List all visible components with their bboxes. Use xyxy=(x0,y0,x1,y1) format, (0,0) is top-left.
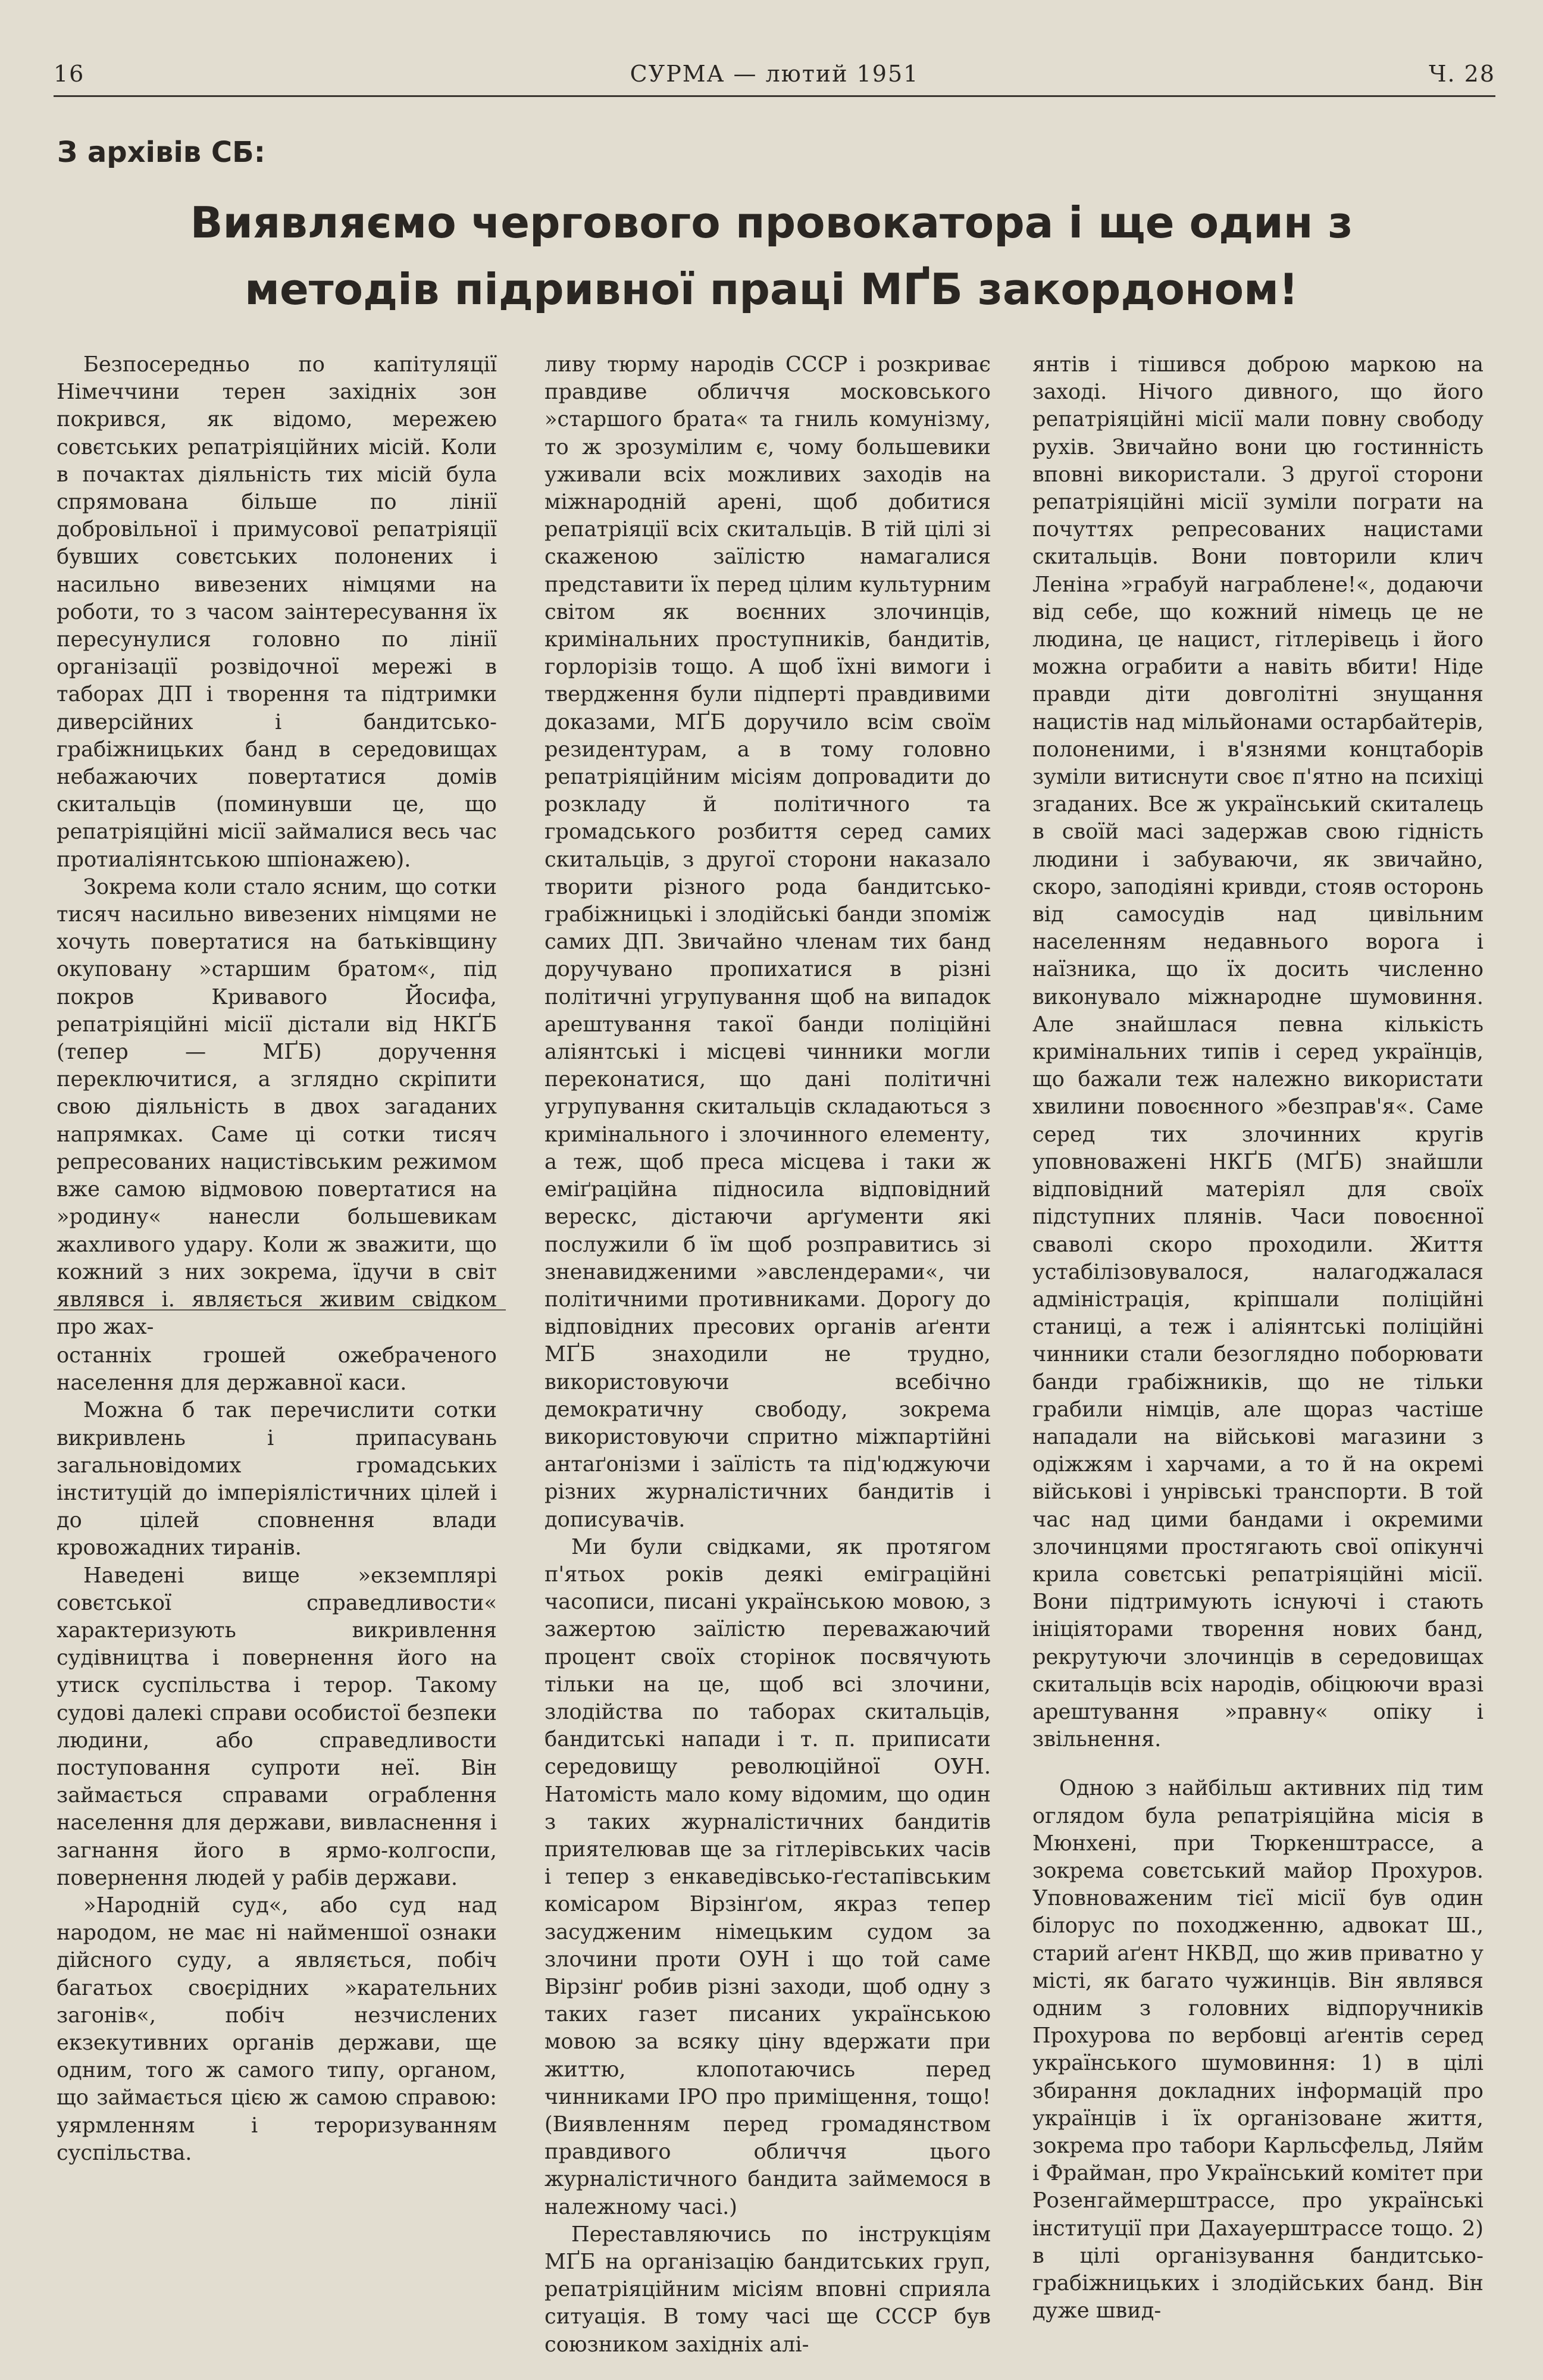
column-3 xyxy=(1032,351,1483,2325)
paragraph: ливу тюрму народів СССР і розкриває правдиве обличчя московського »старшого брата« та гниль комунізму, то ж зрозумілим є, чому большевики уживали всіх можливих заходів на міжнародній арені, щоб добитися репатріяції всіх скитальців. В тій цілі зі скаженою заїлістю намагалися представити їх перед цілим культурним світом як воєнних злочинців, кримінальних проступників, бандитів, горлорізів тощо. А щоб їхні вимоги і твердження були підперті правдивими доказами, МҐБ доручило всім своїм резидентурам, а в тому головно репатріяційним місіям допровадити до розкладу й політичного та громадського розбиття серед самих скитальців, з другої сторони наказало творити різного рода бандитсько-грабіжницькі і злодійські банди зпоміж самих ДП. Звичайно членам тих банд доручувано пропихатися в різні політичні угрупування щоб на випадок арештування такої банди поліційні аліянтські і місцеві чинники могли переконатися, що дані політичні угрупування скитальців складаються з кримінального і злочинного елементу, а теж, щоб преса місцева і таки ж еміґраційна підносила відповідний верескс, дістаючи арґументи які послужили б їм щоб розправитись зі зненавидженими »авслендерами«, чи політичними противниками. Дорогу до відповідних пресових органів аґенти МҐБ знаходили не трудно, використовуючи всебічно демократичну свободу, зокрема використовуючи спритно міжпартійні антаґонізми і заїлість та під'юджуючи різних журналістичних бандитів і дописувачів. xyxy=(544,352,991,1532)
page-header xyxy=(54,55,1495,96)
article-headline: Виявляємо чергового провокатора і ще один з методів підривної праці МҐБ закордоном! xyxy=(190,198,1353,314)
paragraph: Зокрема коли стало ясним, що сотки тисяч насильно вивезених німцями не хочуть повертатися на батьківщину окуповану »старшим братом«, під покров Кривавого Йосифа, репатріяційні місії дістали від НКҐБ (тепер — МҐБ) доручення переключитися, а зглядно скріпити свою діяльність в двох загаданих напрямках. Саме ці сотки тисяч репресованих нацистівським режимом вже самою відмовою повертатися на »родину« нанесли большевикам жахливого удару. Коли ж зважити, що кожний з них зокрема, їдучи в світ являвся і. являється живим свідком про жах- xyxy=(57,874,497,1340)
header-rule xyxy=(54,95,1495,97)
paragraph-gap xyxy=(1032,1753,1483,1775)
column-1-top xyxy=(57,351,497,1341)
paragraph: Можна б так перечислити сотки викривлень і припасувань загальновідомих громадських інституцій до імперіялістичних цілей і до цілей сповнення влади кровожадних тиранів. xyxy=(57,1398,497,1560)
paragraph: Безпосередньо по капітуляції Німеччини терен західніх зон покрився, як відомо, мережею совєтських репатріяційних місій. Коли в почактах діяльність тих місій була спрямована більше по лінії добровільної і примусової репатріяції бувших совєтських полонених і насильно вивезених німцями на роботи, то з часом заінтересування їх пересунулися головно по лінії організації розвідочної мережі в таборах ДП і творення та підтримки диверсійних і бандитсько-грабіжницьких банд в середовищах небажаючих повертатися домів скитальців (поминувши це, що репатріяційні місії займалися весь час протиаліянтською шпіонажею). xyxy=(57,352,497,872)
page-number: 16 xyxy=(54,61,85,87)
issue-number: Ч. 28 xyxy=(1429,61,1495,87)
paragraph: Переставляючись по інструкціям МҐБ на організацію бандитських груп, репатріяційним місіям вповні сприяла ситуація. В тому часі ще СССР був союзником західніх алі- xyxy=(544,2222,991,2357)
column-divider-rule xyxy=(54,1309,506,1311)
paragraph: янтів і тішився доброю маркою на заході. Нічого дивного, що його репатріяційні місії мали повну свободу рухів. Звичайно вони цю гостинність вповні використали. З другої сторони репатріяційні місії зуміли пограти на почуттях репресованих нацистами скитальців. Вони повторили клич Леніна »грабуй награблене!«, додаючи від себе, що кожний німець це не людина, це нацист, гітлерівець і його можна ограбити а навіть вбити! Ніде правди діти довголітні знущання нацистів над мільйонами остарбайтерів, полоненими, і в'язнями концтаборів зуміли витиснути своє п'ятно на психіці згаданих. Все ж український скиталець в своїй масі задержав свою гідність людини і забуваючи, як звичайно, скоро, заподіяні кривди, стояв осторонь від самосудів над цивільним населенням недавнього ворога і наїзника, що їх досить численно виконувало міжнародне шумовиння. Але знайшлася певна кількість кримінальних типів і серед українців, що бажали теж належно використати хвилини повоєнного »безправ'я«. Саме серед тих злочинних кругів уповноважені НКҐБ (МҐБ) знайшли відповідний матеріял для своїх підступних плянів. Часи повоєнної сваволі скоро проходили. Життя устабілізовувалося, налагоджалася адміністрація, кріпшали поліційні станиці, а теж і аліянтські поліційні чинники стали безоглядно поборювати банди грабіжників, що не тільки грабили німців, але щораз частіше нападали на військові магазини з одіжжям і харчами, а то й на окремі військові і унрівські транспорти. В той час над цими бандами і окремими злочинцями простягають свої опікунчі крила совєтські репатріяційні місії. Вони підтримують існуючі і стають ініціяторами творення нових банд, рекрутуючи злочинців в середовищах скитальців всіх народів, обіцюючи вразі арештування »правну« опіку і звільнення. xyxy=(1032,352,1483,1752)
paragraph: Наведені вище »екземплярі совєтської справедливости« характеризують викривлення судівництва і повернення його на утиск суспільства і терор. Такому судові далекі справи особистої безпеки людини, або справедливости поступовання супроти неї. Він займається справами ограблення населення для держави, вивласнення і загнання його в ярмо-колгоспи, повернення людей у рабів держави. xyxy=(57,1563,497,1890)
paragraph: Одною з найбільш активних під тим оглядом була репатріяційна місія в Мюнхені, при Тюркенштрассе, а зокрема совєтський майор Прохуров. Уповноваженим тієї місії був один білорус по походженню, адвокат Ш., старий аґент НКВД, що жив приватно у місті, як багато чужинців. Він являвся одним з головних відпоручників Прохурова по вербовці аґентів серед українського шумовиння: 1) в цілі збирання докладних інформацій про українців і їх організоване життя, зокрема про табори Карльсфельд, Ляйм і Фрайман, про Український комітет при Розенгаймерштрассе, про українські інституції при Дахауерштрассе тощо. 2) в цілі організування бандитсько-грабіжницьких і злодійських банд. Він дуже швид- xyxy=(1032,1776,1483,2323)
paragraph: Ми були свідками, як протягом п'ятьох років деякі еміграційні часописи, писані українською мовою, з зажертою заїлістю переважаючий процент своїх сторінок посвячують тільки на це, щоб всі злочини, злодійства по таборах скитальців, бандитські напади і т. п. приписати середовищу революційної ОУН. Натомість мало кому відомим, що один з таких журналістичних бандитів приятелював ще за гітлерівських часів і тепер з енкаведівсько-ґестапівським комісаром Вірзінґом, якраз тепер засудженим німецьким судом за злочини проти ОУН і що той саме Вірзінґ робив різні заходи, щоб одну з таких газет писаних українською мовою за всяку ціну вдержати при життю, клопотаючись перед чинниками ІРО про приміщення, тощо! (Виявленням перед громадянством правдивого обличчя цього журналістичного бандита займемося в належному часі.) xyxy=(544,1534,991,2219)
paragraph: »Народній суд«, або суд над народом, не має ні найменшої ознаки дійсного суду, а являється, побіч багатьох своєрідних »карательних загонів«, побіч незчислених екзекутивних органів держави, ще одним, того ж самого типу, органом, що займається цією ж самою справою: уярмленням і тероризуванням суспільства. xyxy=(57,1893,497,2165)
masthead: СУРМА — лютий 1951 xyxy=(630,61,919,87)
paragraph: останніх грошей ожебраченого населення для державної каси. xyxy=(57,1343,497,1396)
column-2 xyxy=(544,351,991,2359)
section-label: З архівів СБ: xyxy=(57,136,265,169)
column-1-bottom xyxy=(57,1342,497,2167)
